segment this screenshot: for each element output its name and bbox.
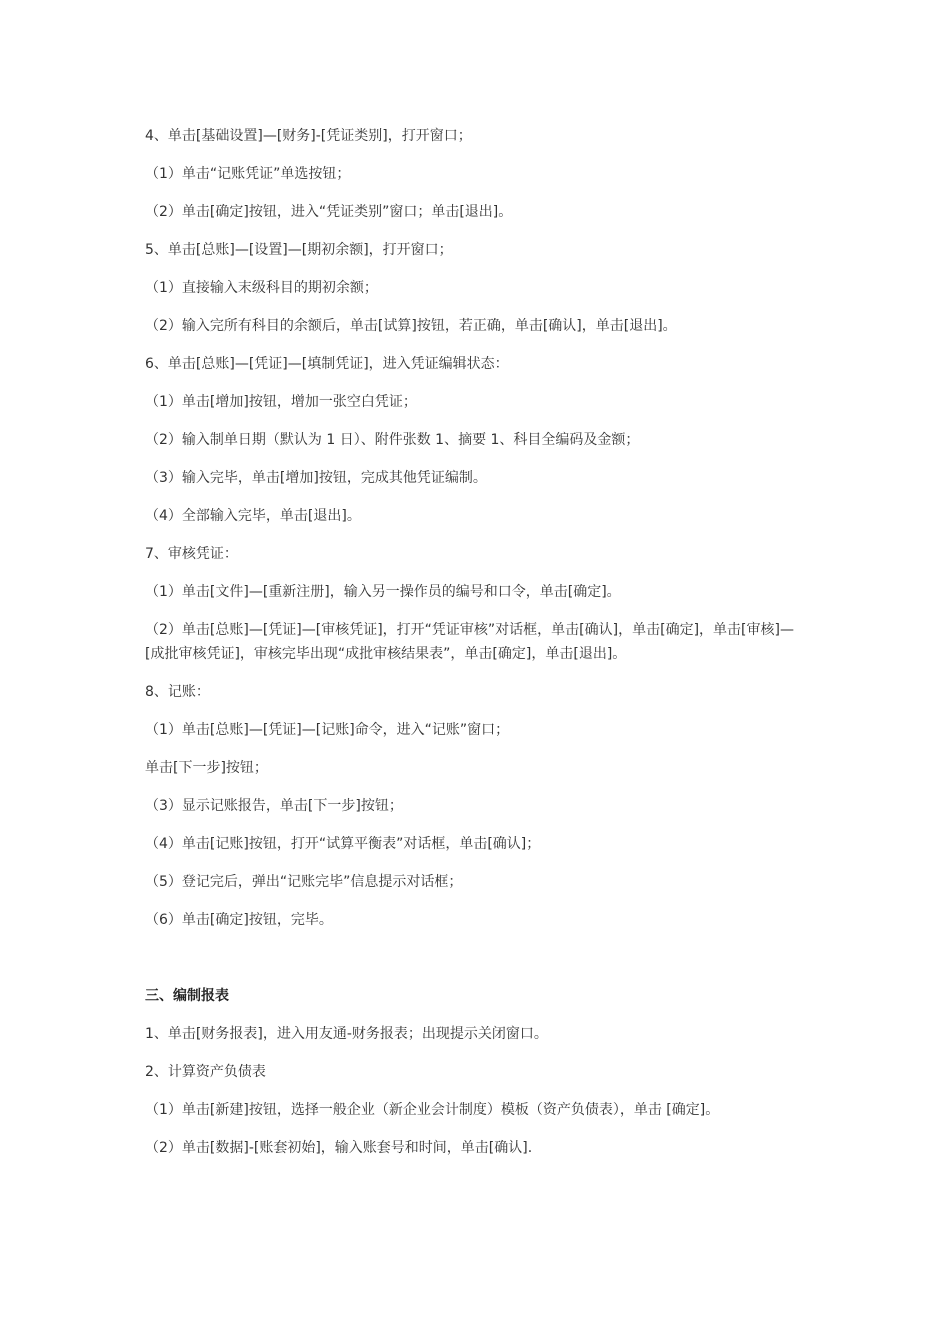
- paragraph-step-6-1: （1）单击[增加]按钮，增加一张空白凭证；: [145, 394, 417, 410]
- section-heading-reports: 三、编制报表: [145, 988, 229, 1004]
- paragraph-step-4-1: （1）单击“记账凭证”单选按钮；: [145, 166, 351, 182]
- paragraph-step-5-2: （2）输入完所有科目的余额后，单击[试算]按钮，若正确，单击[确认]，单击[退出]。: [145, 318, 677, 334]
- section-spacer: [145, 946, 810, 984]
- paragraph-step-7-2: （2）单击[总账]—[凭证]—[审核凭证]，打开“凭证审核”对话框，单击[确认]，单击[确定]，单击[审核]—[成批审核凭证]，审核完毕出现“成批审核结果表”，单击[确定]，单击[退出]。: [145, 622, 794, 662]
- paragraph-step-8-4: （4）单击[记账]按钮，打开“试算平衡表”对话框，单击[确认]；: [145, 836, 541, 852]
- paragraph-report-2-1: （1）单击[新建]按钮，选择一般企业（新企业会计制度）模板（资产负债表），单击 [确定]。: [145, 1102, 720, 1118]
- document-body: [145, 124, 810, 1174]
- paragraph-step-7-1: （1）单击[文件]—[重新注册]，输入另一操作员的编号和口令，单击[确定]。: [145, 584, 621, 600]
- paragraph-step-8-2: 单击[下一步]按钮；: [145, 760, 268, 776]
- paragraph-step-6-2: （2）输入制单日期（默认为 1 日）、附件张数 1、摘要 1、科目全编码及金额；: [145, 432, 640, 448]
- paragraph-step-8-6: （6）单击[确定]按钮，完毕。: [145, 912, 333, 928]
- paragraph-step-8-5: （5）登记完后，弹出“记账完毕”信息提示对话框；: [145, 874, 463, 890]
- paragraph-step-5-1: （1）直接输入末级科目的期初余额；: [145, 280, 378, 296]
- paragraph-step-4: 4、单击[基础设置]—[财务]-[凭证类别]，打开窗口；: [145, 128, 472, 144]
- paragraph-step-8-1: （1）单击[总账]—[凭证]—[记账]命令，进入“记账”窗口；: [145, 722, 510, 738]
- paragraph-step-5: 5、单击[总账]—[设置]—[期初余额]，打开窗口；: [145, 242, 453, 258]
- paragraph-step-6: 6、单击[总账]—[凭证]—[填制凭证]，进入凭证编辑状态：: [145, 356, 509, 372]
- paragraph-step-6-3: （3）输入完毕，单击[增加]按钮，完成其他凭证编制。: [145, 470, 487, 486]
- paragraph-step-8: 8、记账：: [145, 684, 210, 700]
- paragraph-step-7: 7、审核凭证：: [145, 546, 238, 562]
- paragraph-report-2: 2、计算资产负债表: [145, 1064, 266, 1080]
- paragraph-step-6-4: （4）全部输入完毕，单击[退出]。: [145, 508, 361, 524]
- paragraph-step-8-3: （3）显示记账报告，单击[下一步]按钮；: [145, 798, 403, 814]
- paragraph-report-1: 1、单击[财务报表]，进入用友通-财务报表；出现提示关闭窗口。: [145, 1026, 548, 1042]
- paragraph-step-4-2: （2）单击[确定]按钮，进入“凭证类别”窗口；单击[退出]。: [145, 204, 513, 220]
- paragraph-report-2-2: （2）单击[数据]-[账套初始]，输入账套号和时间，单击[确认].: [145, 1140, 533, 1156]
